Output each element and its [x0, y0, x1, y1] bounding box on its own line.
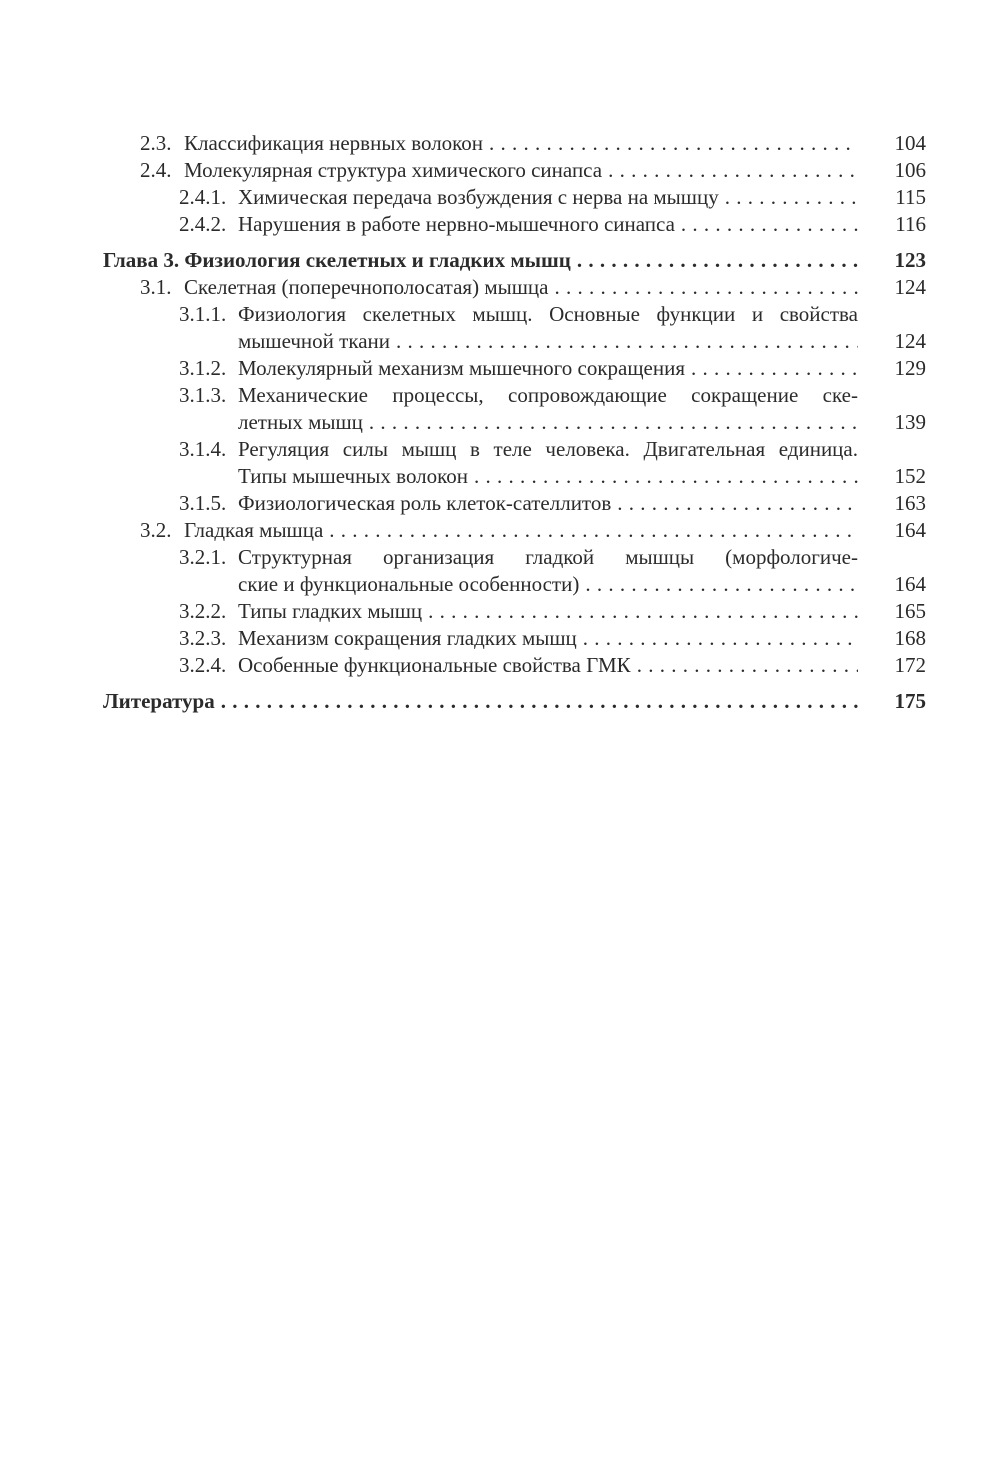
dot-leader [474, 463, 858, 490]
toc-entry-number: 3.2.4. [179, 653, 227, 677]
dot-leader [725, 184, 858, 211]
toc-page-number: 104 [894, 131, 926, 155]
toc-entry-number: 3.1.3. [179, 383, 227, 407]
toc-entry-number: 3.1.4. [179, 437, 227, 461]
toc-entry-title: Механические процессы, сопровождающие сокращение ске- [238, 383, 858, 407]
dot-leader [554, 274, 858, 301]
dot-leader [608, 157, 858, 184]
toc-entry [103, 688, 926, 715]
toc-entry-title: Литература [103, 689, 215, 713]
toc-page-number: 172 [894, 653, 926, 677]
toc-page-number: 129 [894, 356, 926, 380]
toc-entry-number: 3.2. [140, 518, 172, 542]
toc-page-number: 165 [894, 599, 926, 623]
toc-entry [103, 274, 926, 301]
toc-entry-title: Особенные функциональные свойства ГМК [238, 653, 631, 677]
dot-leader [691, 355, 858, 382]
toc-page-number: 163 [894, 491, 926, 515]
toc-entry-title: Физиология скелетных мышц. Основные функции и свойства [238, 302, 858, 326]
dot-leader [617, 490, 858, 517]
toc-entry-title: Гладкая мышца [184, 518, 324, 542]
toc-entry [103, 157, 926, 184]
dot-leader [577, 247, 858, 274]
toc-page-number: 124 [894, 329, 926, 353]
toc-entry [103, 382, 926, 436]
toc-entry [103, 625, 926, 652]
toc-page-number: 115 [895, 185, 926, 209]
toc-page-number: 116 [895, 212, 926, 236]
dot-leader [585, 571, 858, 598]
toc-page-number: 175 [894, 689, 926, 713]
toc-entry-title: Молекулярный механизм мышечного сокращения [238, 356, 685, 380]
toc-entry-title: Механизм сокращения гладких мышц [238, 626, 577, 650]
toc-entry [103, 247, 926, 274]
toc-entry-title: ские и функциональные особенности) [238, 572, 580, 596]
toc-entry-title: Классификация нервных волокон [184, 131, 484, 155]
toc-entry-number: 2.4.2. [179, 212, 227, 236]
toc-entry [103, 184, 926, 211]
toc-entry-title: Типы мышечных волокон [238, 464, 469, 488]
dot-leader [489, 130, 858, 157]
toc-entry-number: 3.1. [140, 275, 172, 299]
toc-entry-number: 2.4. [140, 158, 172, 182]
table-of-contents [103, 130, 926, 715]
toc-entry [103, 544, 926, 598]
toc-entry [103, 490, 926, 517]
toc-entry [103, 517, 926, 544]
toc-page-number: 164 [894, 518, 926, 542]
dot-leader [369, 409, 858, 436]
toc-entry-title: мышечной ткани [238, 329, 391, 353]
toc-entry-title: Молекулярная структура химического синапса [184, 158, 603, 182]
toc-page-number: 123 [894, 248, 926, 272]
toc-page-number: 124 [894, 275, 926, 299]
dot-leader [221, 688, 858, 715]
toc-entry [103, 301, 926, 355]
toc-entry [103, 436, 926, 490]
toc-entry-title: Глава 3. Физиология скелетных и гладких мышц [103, 248, 571, 272]
toc-page-number: 168 [894, 626, 926, 650]
toc-entry-number: 3.1.1. [179, 302, 227, 326]
dot-leader [428, 598, 858, 625]
toc-entry-title: Физиологическая роль клеток-сателлитов [238, 491, 612, 515]
dot-leader [329, 517, 858, 544]
toc-entry-number: 2.3. [140, 131, 172, 155]
toc-entry [103, 211, 926, 238]
toc-entry [103, 598, 926, 625]
toc-page-number: 152 [894, 464, 926, 488]
toc-page-number: 106 [894, 158, 926, 182]
toc-entry-title: Регуляция силы мышц в теле человека. Двигательная единица. [238, 437, 858, 461]
toc-entry-number: 3.2.2. [179, 599, 227, 623]
dot-leader [583, 625, 858, 652]
toc-entry-title: летных мышц [238, 410, 363, 434]
toc-entry [103, 355, 926, 382]
dot-leader [396, 328, 858, 355]
toc-entry-title: Нарушения в работе нервно-мышечного синапса [238, 212, 675, 236]
dot-leader [637, 652, 858, 679]
toc-page-number: 139 [894, 410, 926, 434]
toc-entry-title: Типы гладких мышц [238, 599, 423, 623]
toc-entry-title: Химическая передача возбуждения с нерва на мышцу [238, 185, 719, 209]
toc-entry-title: Скелетная (поперечнополосатая) мышца [184, 275, 549, 299]
toc-entry-number: 3.2.1. [179, 545, 227, 569]
toc-entry-number: 3.1.5. [179, 491, 227, 515]
dot-leader [681, 211, 858, 238]
toc-entry [103, 652, 926, 679]
toc-entry-number: 3.2.3. [179, 626, 227, 650]
toc-entry [103, 130, 926, 157]
toc-entry-number: 3.1.2. [179, 356, 227, 380]
toc-page-number: 164 [894, 572, 926, 596]
toc-entry-number: 2.4.1. [179, 185, 227, 209]
toc-entry-title: Структурная организация гладкой мышцы (морфологиче- [238, 545, 858, 569]
